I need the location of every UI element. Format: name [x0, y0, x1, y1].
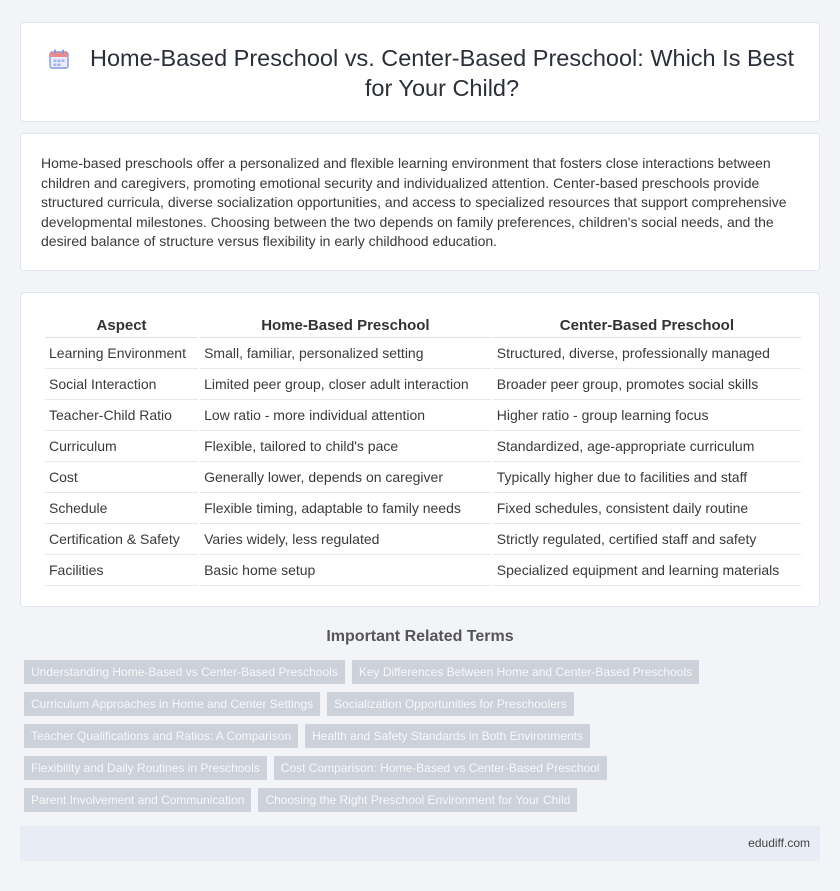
related-term-tag[interactable]: Choosing the Right Preschool Environment for Your Child	[258, 788, 577, 812]
table-row	[45, 400, 801, 431]
related-term-tag[interactable]: Teacher Qualifications and Ratios: A Comparison	[24, 724, 298, 748]
tag-row	[24, 756, 824, 788]
column-header: Aspect	[45, 314, 198, 338]
page-title: Home-Based Preschool vs. Center-Based Preschool: Which Is Best for Your Child?	[90, 45, 794, 101]
table-cell: Flexible timing, adaptable to family needs	[200, 493, 491, 524]
tag-row	[24, 788, 824, 820]
related-term-tag[interactable]: Flexibility and Daily Routines in Preschools	[24, 756, 267, 780]
table-cell: Small, familiar, personalized setting	[200, 338, 491, 369]
table-cell: Schedule	[45, 493, 198, 524]
table-cell: Social Interaction	[45, 369, 198, 400]
table-cell: Teacher-Child Ratio	[45, 400, 198, 431]
column-header: Home-Based Preschool	[200, 314, 491, 338]
table-cell: Low ratio - more individual attention	[200, 400, 491, 431]
table-row	[45, 338, 801, 369]
table-row	[45, 493, 801, 524]
table-cell: Certification & Safety	[45, 524, 198, 555]
table-cell: Typically higher due to facilities and staff	[493, 462, 801, 493]
footer-site-name: edudiff.com	[748, 836, 810, 850]
comparison-table	[43, 314, 803, 586]
table-cell: Specialized equipment and learning materials	[493, 555, 801, 586]
related-term-tag[interactable]: Parent Involvement and Communication	[24, 788, 251, 812]
tag-row	[24, 724, 824, 756]
table-cell: Curriculum	[45, 431, 198, 462]
related-term-tag[interactable]: Key Differences Between Home and Center-Based Preschools	[352, 660, 699, 684]
related-term-tag[interactable]: Cost Comparison: Home-Based vs Center-Based Preschool	[274, 756, 607, 780]
table-cell: Structured, diverse, professionally managed	[493, 338, 801, 369]
table-cell: Fixed schedules, consistent daily routine	[493, 493, 801, 524]
table-cell: Varies widely, less regulated	[200, 524, 491, 555]
header-card	[20, 22, 820, 122]
summary-card	[20, 133, 820, 271]
table-cell: Standardized, age-appropriate curriculum	[493, 431, 801, 462]
summary-text: Home-based preschools offer a personalized and flexible learning environment that fosters close interactions between children and caregivers, promoting emotional security and individualized attention. Center-based preschools provide structured curricula, diverse socialization opportunities, and access to specialized resources that support comprehensive developmental milestones. Choosing between the two depends on family preferences, children's social needs, and the desired balance of structure versus flexibility in early childhood education.	[41, 155, 787, 250]
related-terms-title: Important Related Terms	[326, 628, 514, 645]
table-cell: Flexible, tailored to child's pace	[200, 431, 491, 462]
table-row	[45, 369, 801, 400]
table-header-row	[45, 314, 801, 338]
related-term-tag[interactable]: Health and Safety Standards in Both Environments	[305, 724, 590, 748]
tag-row	[24, 692, 824, 724]
column-header: Center-Based Preschool	[493, 314, 801, 338]
related-term-tag[interactable]: Understanding Home-Based vs Center-Based Preschools	[24, 660, 345, 684]
tag-row	[24, 660, 824, 692]
table-cell: Strictly regulated, certified staff and safety	[493, 524, 801, 555]
table-cell: Generally lower, depends on caregiver	[200, 462, 491, 493]
related-term-tag[interactable]: Socialization Opportunities for Preschoolers	[327, 692, 574, 716]
table-cell: Facilities	[45, 555, 198, 586]
table-row	[45, 555, 801, 586]
related-term-tag[interactable]: Curriculum Approaches in Home and Center Settings	[24, 692, 320, 716]
table-cell: Higher ratio - group learning focus	[493, 400, 801, 431]
table-cell: Cost	[45, 462, 198, 493]
table-cell: Basic home setup	[200, 555, 491, 586]
table-cell: Broader peer group, promotes social skills	[493, 369, 801, 400]
table-row	[45, 431, 801, 462]
footer	[20, 826, 820, 861]
related-terms-list	[24, 660, 824, 820]
table-cell: Limited peer group, closer adult interaction	[200, 369, 491, 400]
table-cell: Learning Environment	[45, 338, 198, 369]
table-row	[45, 524, 801, 555]
table-row	[45, 462, 801, 493]
comparison-table-card	[20, 292, 820, 607]
